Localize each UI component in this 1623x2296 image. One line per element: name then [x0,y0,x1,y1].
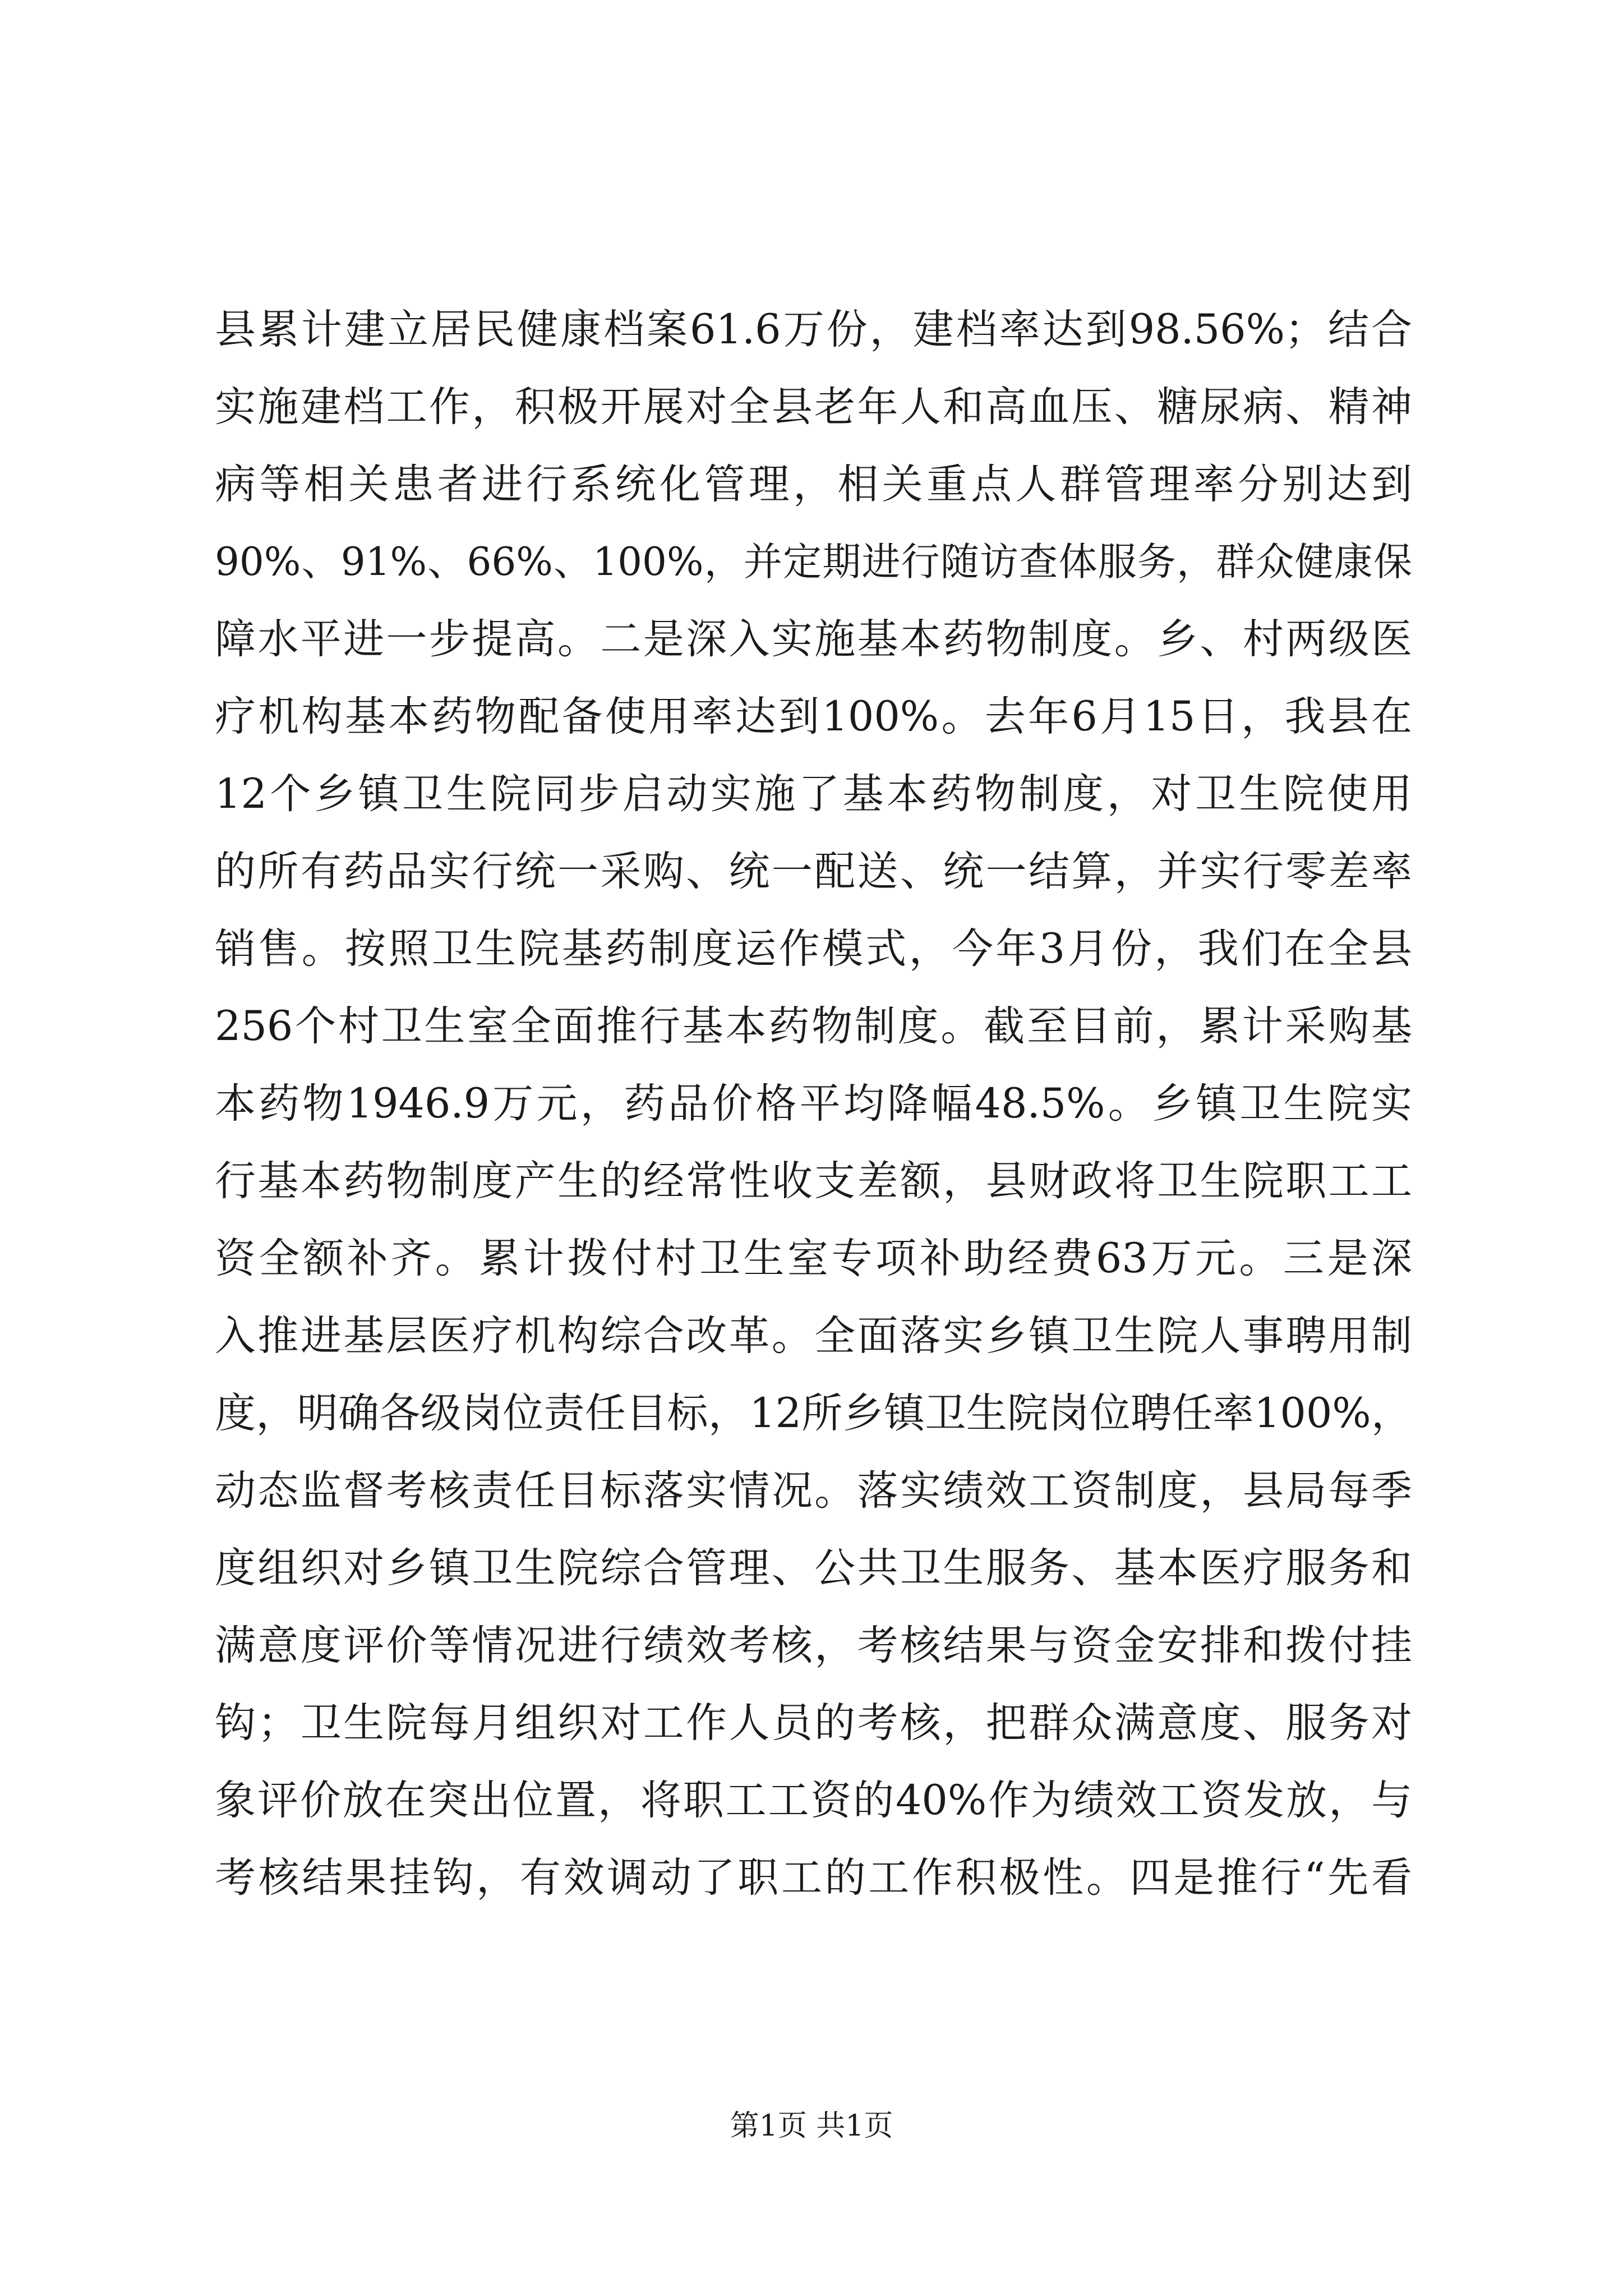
text-line: 实施建档工作，积极开展对全县老年人和高血压、糖尿病、精神 [215,383,1412,431]
text-line: 考核结果挂钩，有效调动了职工的工作积极性。四是推行“先看 [215,1854,1412,1902]
text-line: 256个村卫生室全面推行基本药物制度。截至目前，累计采购基 [215,1002,1412,1050]
text-line: 象评价放在突出位置，将职工工资的40%作为绩效工资发放，与 [215,1777,1412,1824]
body-paragraph [215,291,1412,1917]
text-line: 的所有药品实行统一采购、统一配送、统一结算，并实行零差率 [215,848,1412,895]
text-line: 12个乡镇卫生院同步启动实施了基本药物制度，对卫生院使用 [215,770,1412,818]
text-line: 90%、91%、66%、100%，并定期进行随访查体服务，群众健康保 [215,540,1412,585]
text-line: 度组织对乡镇卫生院综合管理、公共卫生服务、基本医疗服务和 [215,1544,1412,1592]
text-line: 县累计建立居民健康档案61.6万份，建档率达到98.56%；结合 [215,306,1412,353]
text-line: 资全额补齐。累计拨付村卫生室专项补助经费63万元。三是深 [215,1235,1412,1282]
text-line: 满意度评价等情况进行绩效考核，考核结果与资金安排和拨付挂 [215,1622,1412,1669]
text-line: 动态监督考核责任目标落实情况。落实绩效工资制度，县局每季 [215,1467,1412,1515]
text-line: 行基本药物制度产生的经常性收支差额，县财政将卫生院职工工 [215,1157,1412,1205]
text-line: 度，明确各级岗位责任目标，12所乡镇卫生院岗位聘任率100%， [215,1389,1412,1437]
text-line: 疗机构基本药物配备使用率达到100%。去年6月15日，我县在 [215,693,1412,740]
text-line: 病等相关患者进行系统化管理，相关重点人群管理率分别达到 [215,461,1412,508]
text-line: 销售。按照卫生院基药制度运作模式，今年3月份，我们在全县 [215,925,1412,973]
text-line: 障水平进一步提高。二是深入实施基本药物制度。乡、村两级医 [215,615,1412,663]
text-line: 本药物1946.9万元，药品价格平均降幅48.5%。乡镇卫生院实 [215,1080,1412,1128]
text-line: 钩；卫生院每月组织对工作人员的考核，把群众满意度、服务对 [215,1699,1412,1747]
text-line: 入推进基层医疗机构综合改革。全面落实乡镇卫生院人事聘用制 [215,1312,1412,1360]
page-number-footer: 第1页 共1页 [730,2109,893,2143]
